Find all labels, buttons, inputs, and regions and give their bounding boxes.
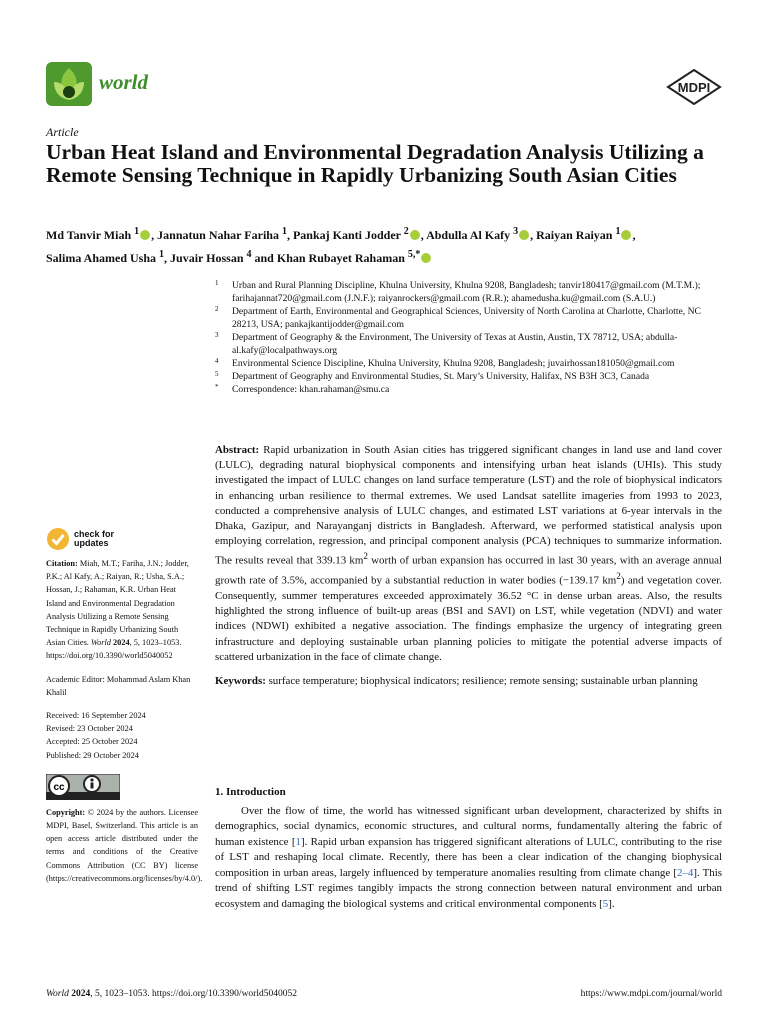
orcid-icon[interactable] (519, 230, 529, 240)
cc-by-license-icon[interactable] (46, 774, 120, 800)
affiliation-text: Department of Geography and Environmental Studies, St. Mary’s University, Halifax, NS B3H 3C3, Canada (232, 371, 650, 382)
affiliation-item (215, 370, 725, 383)
author-list: Md Tanvir Miah $^1$ , Jannatun Nahar Fariha $^1$, Pankaj Kanti Jodder $^2$ , Abdulla Al Kafy $^3$ , Raiyan Raiyan $^1$ , Salima Ahamed Usha $^1$, Juvair Hossan $^4$ and Khan Rubayet Rahaman $^{5,*}$ (46, 226, 636, 265)
page-footer (46, 989, 722, 999)
author-name: Salima Ahamed Usha (46, 251, 157, 265)
citation-link[interactable]: 1 (295, 835, 301, 848)
author-name: Pankaj Kanti Jodder (292, 228, 401, 242)
orcid-icon[interactable] (140, 230, 150, 240)
affiliation-number: 1 (215, 279, 219, 287)
copyright: Copyright: © 2024 by the authors. Licensee MDPI, Basel, Switzerland. This article is an open access article distributed under the terms and conditions of the Creative Commons Attribution (CC BY) license (https://creativecommons.org/licenses/by/4.0/). (46, 807, 203, 883)
affiliation-text: Correspondence: khan.rahaman@smu.ca (232, 384, 390, 395)
check-updates-label: updates (74, 538, 109, 548)
affiliation-number: 4 (215, 357, 219, 365)
academic-editor: Academic Editor: Mohammad Aslam Khan Khalil (46, 674, 191, 697)
sidebar (46, 527, 203, 885)
affiliations (215, 279, 725, 396)
affiliation-number: * (215, 383, 219, 391)
date-revised: Revised: 23 October 2024 (46, 724, 133, 734)
affiliation-text: Department of Earth, Environmental and Geographical Sciences, University of North Carolina at Charlotte, Charlotte, NC 28213, USA; pankajkantijodder@gmail.com (232, 306, 701, 330)
keywords: Keywords: surface temperature; biophysical indicators; resilience; remote sensing; sustainable urban planning (215, 675, 698, 688)
paper-title: Urban Heat Island and Environmental Degradation Analysis Utilizing a Remote Sensing Technique in Rapidly Urbanizing South Asian Cities (46, 140, 704, 187)
citation: Citation: Miah, M.T.; Fariha, J.N.; Jodder, P.K.; Al Kafy, A.; Raiyan, R.; Usha, S.A.; Hossan, J.; Rahaman, K.R. Urban Heat Island and Environmental Degradation Analysis Utilizing a Remote Sensing Technique in Rapidly Urbanizing South Asian Cities. World 2024, 5, 1023–1053. https://doi.org/10.3390/world5040052 (46, 559, 189, 661)
footer-citation: World 2024, 5, 1023–1053. https://doi.org/10.3390/world5040052 (46, 989, 297, 999)
citation-link[interactable]: 2–4 (676, 866, 694, 879)
date-accepted: Accepted: 25 October 2024 (46, 737, 138, 747)
affiliation-number: 5 (215, 370, 219, 378)
orcid-icon[interactable] (410, 230, 420, 240)
introduction-section (215, 785, 722, 912)
abstract-block (215, 443, 722, 689)
author-name: Md Tanvir Miah (46, 228, 132, 242)
author-name: Abdulla Al Kafy (426, 228, 511, 242)
footer-url[interactable]: https://www.mdpi.com/journal/world (580, 989, 722, 999)
affiliation-item (215, 331, 725, 357)
orcid-icon[interactable] (621, 230, 631, 240)
affiliation-text: Department of Geography & the Environment, The University of Texas at Austin, Austin, TX 78712, USA; abdulla-al.kafy@localpathways.org (232, 332, 678, 356)
check-updates-icon (46, 527, 70, 551)
affiliation-item (215, 357, 725, 370)
journal-logo-icon (46, 62, 92, 106)
author-name: Juvair Hossan (170, 251, 244, 265)
check-updates-label: check for (74, 529, 115, 539)
svg-text:cc: cc (53, 781, 65, 793)
affiliation-item (215, 279, 725, 305)
article-type: Article (46, 125, 79, 139)
section-heading: 1. Introduction (215, 786, 286, 798)
author-name: Khan Rubayet Rahaman (276, 251, 405, 265)
affiliation-number: 3 (215, 331, 219, 339)
date-published: Published: 29 October 2024 (46, 750, 139, 760)
check-for-updates-button[interactable] (46, 527, 198, 551)
affiliation-item (215, 305, 725, 331)
intro-paragraph: Over the flow of time, the world has witnessed significant urban development, characterized by shifts in demographics, social dynamics, economic structures, and cultural norms, fundamentally altering the fabric of human existence [1]. Rapid urban expansion has triggered significant alterations of LULC, contributing to the rise of LST and reshaping local climate. Recently, there has been a clear indication of the changing biophysical composition in urban areas, largely influenced by temperature anomalies resulting from climate change [2–4]. This trend of shifting LST regimes tangibly impacts the strong connection between natural environment and urban ecosystem and damaging the biological systems and critical environmental components [5]. (215, 804, 722, 910)
affiliation-item (215, 383, 725, 396)
publisher-name: MDPI (677, 80, 711, 95)
affiliation-number: 2 (215, 305, 219, 313)
citation-link[interactable]: 5 (602, 897, 609, 910)
affiliation-text: Urban and Rural Planning Discipline, Khulna University, Khulna 9208, Bangladesh; tanvir180417@gmail.com (M.T.M.); farihajannat720@gmail.com (J.N.F.); raiyanrockers@gmail.com (R.R.); ahamedusha.ku@gmail.com (S.A.U.) (232, 280, 701, 304)
mdpi-logo (666, 69, 722, 105)
affiliation-text: Environmental Science Discipline, Khulna University, Khulna 9208, Bangladesh; juvairhossan181050@gmail.com (232, 358, 675, 369)
abstract: Abstract: Rapid urbanization in South Asian cities has triggered significant changes in land use and land cover (LULC), degrading natural biophysical components and intensifying urban heat islands (UHIs). This study investigated the impact of LULC changes on land surface temperature (LST) and the role of biophysical indicators in enhancing urban resilience to thermal extremes. We used Landsat satellite imageries from 1993 to 2023, conducted a comprehensive analysis of LULC changes, and estimated LST variations at 6-year intervals in the Dhaka, Gazipur, and Narayanganj districts in Bangladesh. Afterward, we performed statistical analysis upon employing correlation, regression, and principal component analysis (PCA) techniques to summarize information. The results reveal that 339.13 $km^2$ worth of urban expansion has occurred in last 30 years, with an average annual growth rate of 3.5%, accompanied by a substantial reduction in water bodies (−139.17 $km^2$) and vegetation cover. Consequently, summer temperatures exceeded approximately 36.52 °C in dense urban areas. Also, the results highlighted the strong influence of built-up areas (BSI and SAVI) on LST, while vegetation (NDVI) and water indices (NDWI) exhibited a negative association. The findings emphasize the urgency of integrating green infrastructure and deploying sustainable urban planning policies to mitigate the potential adverse impacts of scattered urbanization in the face of climate change. (215, 444, 723, 663)
orcid-icon[interactable] (421, 253, 431, 263)
journal-name: world (99, 70, 149, 94)
date-received: Received: 16 September 2024 (46, 711, 146, 721)
author-name: Jannatun Nahar Fariha (157, 228, 279, 242)
author-name: Raiyan Raiyan (536, 228, 613, 242)
